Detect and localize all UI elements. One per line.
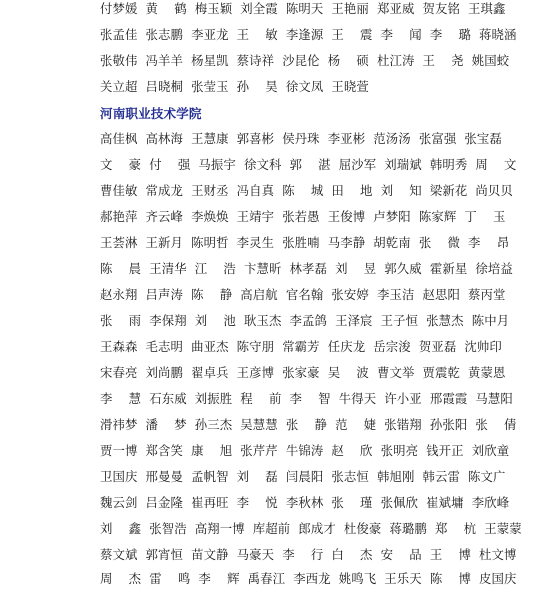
name-list-line: 滑祎梦 潘 梦 孙三杰 吴慧慧 张 静 范 婕 张锴翔 孙张阳 张 倩 <box>100 417 517 432</box>
name-list-line: 付梦媛 黄 鹤 梅玉颖 刘全霞 陈明天 王艳丽 郑亚威 贺友铭 王琪鑫 <box>100 1 506 16</box>
name-list-line: 赵永翔 吕声涛 陈 静 高启航 官名翰 张安婷 李玉洁 赵思阳 蔡丙堂 <box>100 287 506 302</box>
name-list-line: 文 豪 付 强 马振宇 徐文科 郭 湛 屈沙军 刘瑞斌 韩明秀 周 文 <box>100 157 517 172</box>
name-list-line: 张孟佳 张志鹏 李亚龙 王 敏 李逢源 王 震 李 闻 李 璐 蒋晓涵 <box>100 27 517 42</box>
name-list-line: 曹佳敏 常成龙 王财丞 冯自真 陈 城 田 地 刘 知 梁新花 尚贝贝 <box>100 183 513 198</box>
name-list-line: 宋春亮 刘尚鹏 翟卓兵 王彦博 张家豪 吴 波 曹文举 贾震乾 黄蒙恩 <box>100 365 506 380</box>
name-list-line: 卫国庆 邢曼曼 孟帆智 刘 磊 闫晨阳 张志恒 韩旭刚 韩云雷 陈文广 <box>100 469 506 484</box>
name-list-line: 蔡文斌 郭宵恒 苗文静 马豪天 李 行 白 杰 安 品 王 博 杜文博 <box>100 547 517 562</box>
name-list-line: 王荟淋 王新月 陈明哲 李灵生 张胜喃 马李静 胡乾南 张 微 李 昂 <box>100 235 510 250</box>
name-list-line: 郝艳萍 齐云峰 李焕焕 王靖宇 张若愚 王俊博 卢梦阳 陈家辉 丁 玉 <box>100 209 506 224</box>
name-list-line: 陈 晨 王清华 江 浩 卞慧昕 林孝磊 刘 昱 郭久威 霍新星 徐培益 <box>100 261 513 276</box>
name-list-line: 张 雨 李保翔 刘 池 耿玉杰 李孟鸽 王泽宸 王子恒 张慧杰 陈中月 <box>100 313 510 328</box>
name-list-line: 关立超 吕晓桐 张莹玉 孙 昊 徐文凤 王晓萱 <box>100 79 369 94</box>
name-list-line: 高佳枫 高林海 王慧康 郭喜彬 侯丹珠 李亚彬 范汤汤 张富强 张宝磊 <box>100 131 502 146</box>
name-list-line: 张敬伟 冯羊羊 杨星凯 蔡诗祥 沙昆伦 杨 硕 杜江涛 王 尧 姚国蛟 <box>100 53 510 68</box>
name-list-line: 魏云剑 吕金隆 崔再旺 李 悦 李秋林 张 瑾 张佩欣 崔斌墉 李欣峰 <box>100 495 510 510</box>
section-heading: 河南职业技术学院 <box>100 106 202 121</box>
name-list-line: 周 杰 雷 鸣 李 辉 禹春江 李西龙 姚鸣飞 王乐天 陈 博 皮国庆 <box>100 571 517 586</box>
name-list-line: 王森森 毛志明 曲亚杰 陈守朋 常霸芳 任庆龙 岳宗浚 贺亚磊 沈帅印 <box>100 339 502 354</box>
name-list-line: 刘 鑫 张智浩 高翔一博 库超前 郎成才 杜俊豪 蒋璐鹏 郑 杭 王蒙蒙 <box>100 521 522 536</box>
name-list-line: 贾一博 郑含笑 康 旭 张芹芹 牛锦涛 赵 欣 张明亮 钱开正 刘欣童 <box>100 443 510 458</box>
name-list-line: 李 慧 石东威 刘振胜 程 前 李 智 牛得天 许小亚 邢霞霞 马慧阳 <box>100 391 513 406</box>
